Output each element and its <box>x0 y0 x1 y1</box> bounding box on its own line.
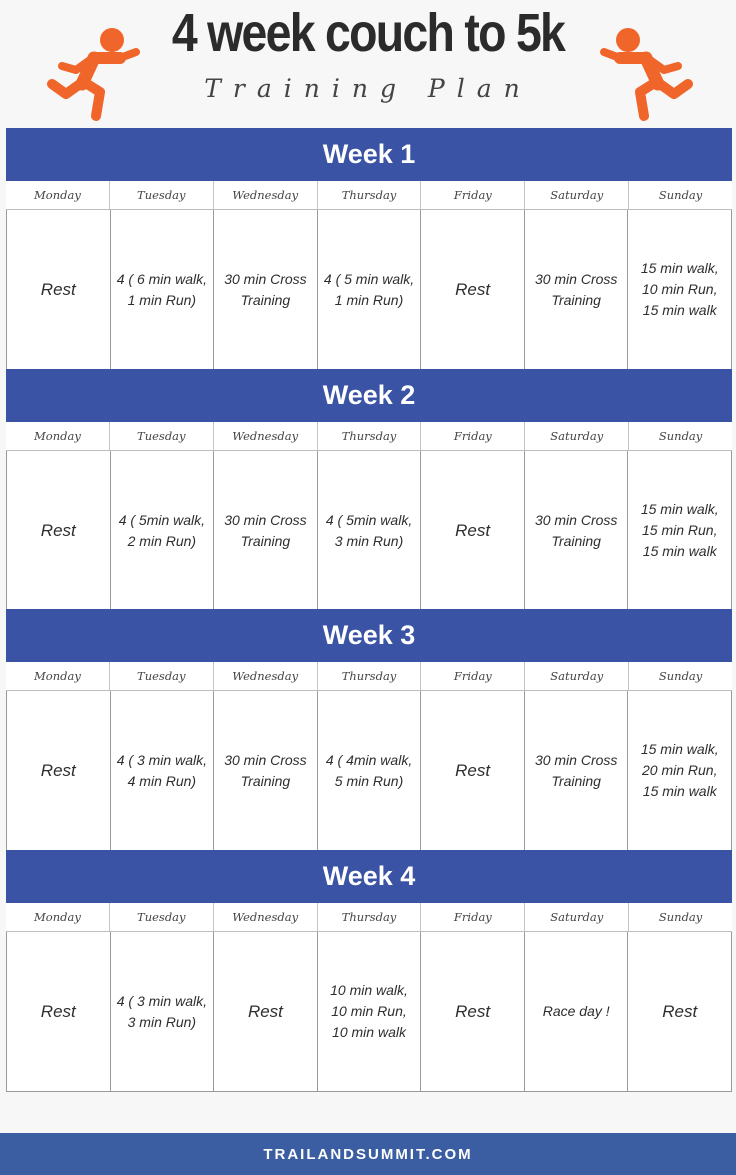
activity-cell: 4 ( 4min walk, 5 min Run) <box>317 691 421 850</box>
week-2-table <box>6 369 732 610</box>
activity-row <box>6 691 732 851</box>
activity-cell: Rest <box>6 210 110 369</box>
activity-row <box>6 451 732 611</box>
activity-cell: 4 ( 3 min walk, 4 min Run) <box>110 691 214 850</box>
activity-cell: Race day ! <box>524 932 628 1091</box>
week-1-table <box>6 128 732 369</box>
activity-cell: 4 ( 3 min walk, 3 min Run) <box>110 932 214 1091</box>
day-sunday: Sunday <box>628 903 732 931</box>
day-sunday: Sunday <box>628 422 732 450</box>
day-friday: Friday <box>420 903 524 931</box>
activity-cell: 15 min walk, 10 min Run, 15 min walk <box>627 210 732 369</box>
day-row <box>6 903 732 932</box>
activity-row <box>6 210 732 370</box>
footer-website: TRAILANDSUMMIT.COM <box>0 1133 736 1175</box>
activity-cell: 30 min Cross Training <box>213 210 317 369</box>
day-monday: Monday <box>34 429 81 443</box>
activity-cell: 15 min walk, 20 min Run, 15 min walk <box>627 691 732 850</box>
day-saturday: Saturday <box>524 903 628 931</box>
day-tuesday: Tuesday <box>109 903 213 931</box>
activity-cell: Rest <box>627 932 732 1091</box>
day-row <box>6 422 732 451</box>
day-monday: Monday <box>34 188 81 202</box>
week-header: Week 1 <box>6 128 732 181</box>
day-friday: Friday <box>420 662 524 690</box>
day-row <box>6 181 732 210</box>
day-row <box>6 662 732 691</box>
week-header: Week 4 <box>6 850 732 903</box>
activity-cell: Rest <box>6 451 110 610</box>
activity-cell: Rest <box>420 932 524 1091</box>
week-header: Week 3 <box>6 609 732 662</box>
activity-cell: 4 ( 5 min walk, 1 min Run) <box>317 210 421 369</box>
day-saturday: Saturday <box>524 662 628 690</box>
week-4-table <box>6 850 732 1091</box>
activity-cell: 4 ( 6 min walk, 1 min Run) <box>110 210 214 369</box>
day-friday: Friday <box>420 422 524 450</box>
day-thursday: Thursday <box>317 422 421 450</box>
header <box>0 0 736 125</box>
page-title: 4 week couch to 5k <box>171 3 565 63</box>
activity-cell: Rest <box>6 691 110 850</box>
runner-icon <box>598 22 694 124</box>
day-thursday: Thursday <box>317 903 421 931</box>
week-3-table <box>6 609 732 850</box>
day-sunday: Sunday <box>628 181 732 209</box>
activity-cell: 4 ( 5min walk, 3 min Run) <box>317 451 421 610</box>
day-tuesday: Tuesday <box>109 422 213 450</box>
day-tuesday: Tuesday <box>109 662 213 690</box>
page-subtitle: Training Plan <box>204 74 532 103</box>
day-thursday: Thursday <box>317 662 421 690</box>
day-wednesday: Wednesday <box>213 422 317 450</box>
day-monday: Monday <box>34 910 81 924</box>
day-wednesday: Wednesday <box>213 181 317 209</box>
day-wednesday: Wednesday <box>213 662 317 690</box>
day-thursday: Thursday <box>317 181 421 209</box>
activity-cell: 4 ( 5min walk, 2 min Run) <box>110 451 214 610</box>
day-friday: Friday <box>420 181 524 209</box>
day-wednesday: Wednesday <box>213 903 317 931</box>
activity-cell: Rest <box>420 691 524 850</box>
activity-cell: Rest <box>420 451 524 610</box>
activity-cell: Rest <box>213 932 317 1091</box>
activity-cell: Rest <box>6 932 110 1091</box>
activity-cell: 30 min Cross Training <box>213 691 317 850</box>
day-tuesday: Tuesday <box>109 181 213 209</box>
day-sunday: Sunday <box>628 662 732 690</box>
activity-cell: 15 min walk, 15 min Run, 15 min walk <box>627 451 732 610</box>
day-saturday: Saturday <box>524 181 628 209</box>
activity-cell: 10 min walk, 10 min Run, 10 min walk <box>317 932 421 1091</box>
activity-row <box>6 932 732 1092</box>
activity-cell: 30 min Cross Training <box>524 691 628 850</box>
day-monday: Monday <box>34 669 81 683</box>
week-header: Week 2 <box>6 369 732 422</box>
activity-cell: Rest <box>420 210 524 369</box>
activity-cell: 30 min Cross Training <box>213 451 317 610</box>
day-saturday: Saturday <box>524 422 628 450</box>
activity-cell: 30 min Cross Training <box>524 210 628 369</box>
activity-cell: 30 min Cross Training <box>524 451 628 610</box>
